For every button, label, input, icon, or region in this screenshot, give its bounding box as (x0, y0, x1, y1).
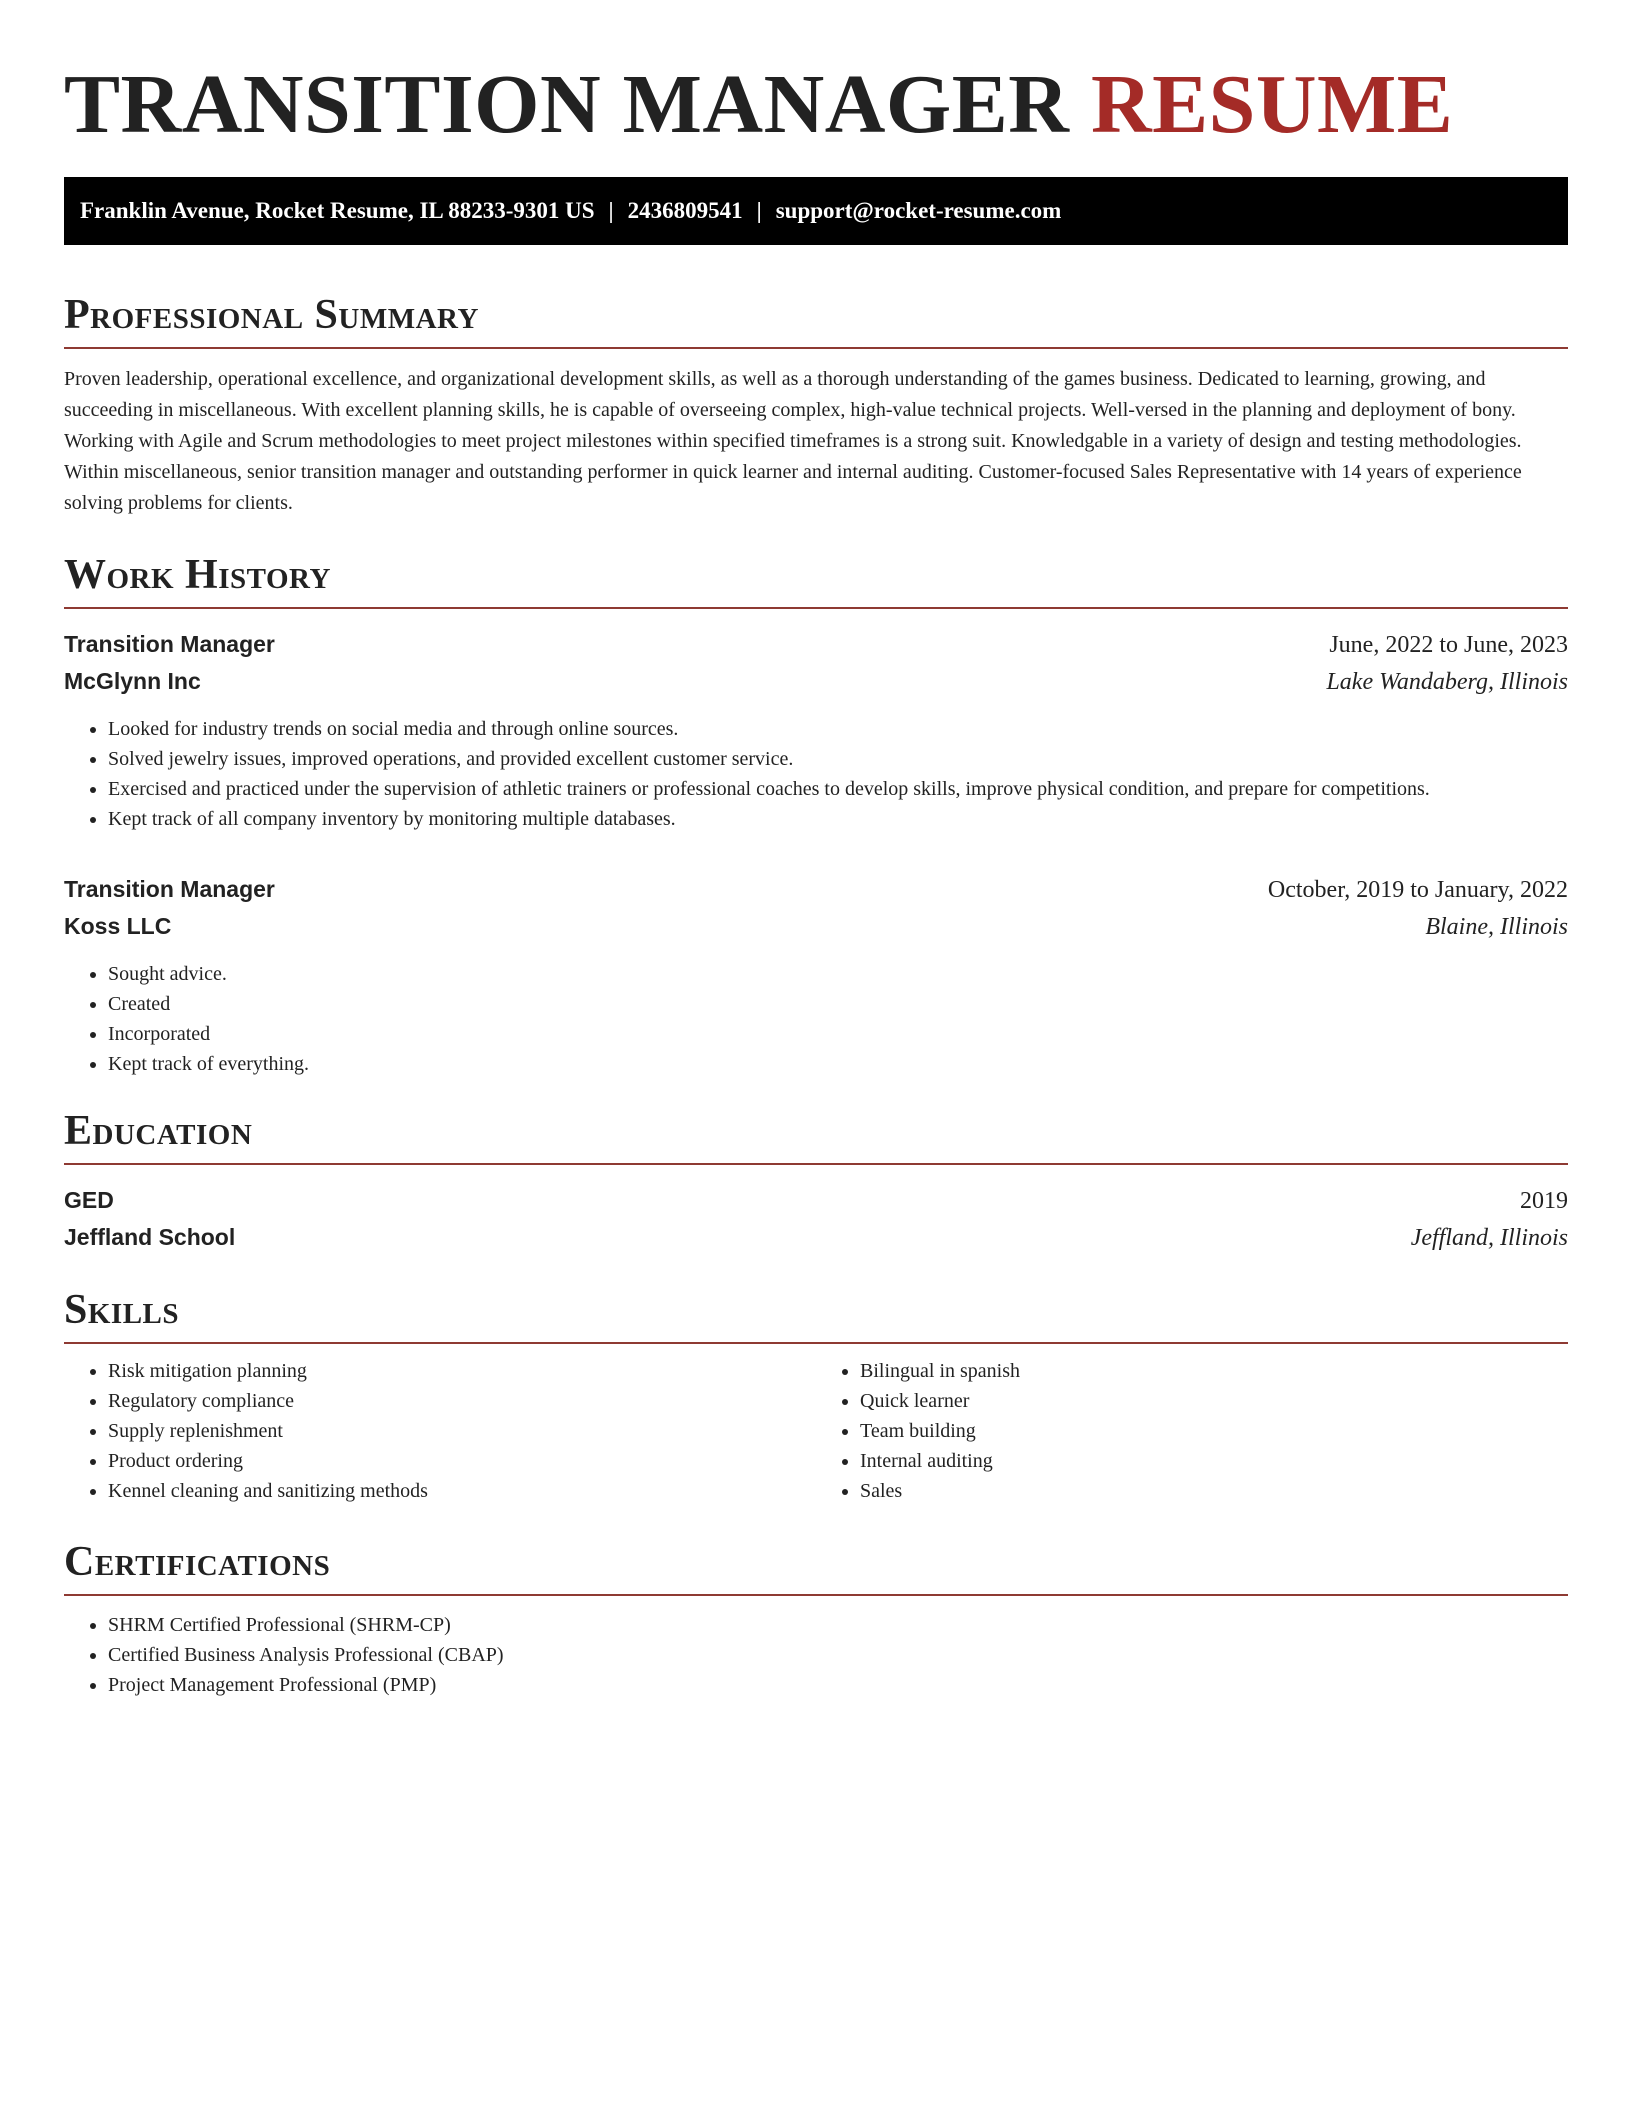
education-school: Jeffland School (64, 1224, 236, 1250)
certifications-heading: Certifications (64, 1534, 1568, 1596)
contact-separator: | (756, 198, 762, 223)
job-dates: October, 2019 to January, 2022 (1267, 877, 1568, 903)
list-item: • Sales (860, 1476, 1568, 1506)
job-entry (64, 626, 1568, 834)
certifications-list (64, 1610, 1568, 1700)
contact-bar (64, 177, 1568, 245)
list-item: • Internal auditing (860, 1446, 1568, 1476)
job-duties-list (64, 714, 1568, 834)
education-header-row (64, 1182, 1568, 1219)
list-item: • Bilingual in spanish (860, 1356, 1568, 1386)
list-item: • Kept track of all company inventory by monitoring multiple databases. (108, 804, 1568, 834)
skills-list-left (64, 1356, 816, 1506)
job-location: Lake Wandaberg, Illinois (1326, 669, 1568, 695)
job-company-row (64, 663, 1568, 700)
education-degree: GED (64, 1187, 114, 1213)
job-company: McGlynn Inc (64, 668, 201, 694)
list-item: • Risk mitigation planning (108, 1356, 816, 1386)
education-location: Jeffland, Illinois (1410, 1225, 1568, 1251)
job-entry (64, 871, 1568, 1079)
job-company-row (64, 908, 1568, 945)
list-item: • Project Management Professional (PMP) (108, 1670, 1568, 1700)
list-item: • Exercised and practiced under the supervision of athletic trainers or professional coaches to develop skills, improve physical condition, and prepare for competitions. (108, 774, 1568, 804)
list-item: • Incorporated (108, 1019, 1568, 1049)
contact-address: Franklin Avenue, Rocket Resume, IL 88233-9301 US (80, 198, 595, 223)
job-header-row (64, 626, 1568, 663)
list-item: • Sought advice. (108, 959, 1568, 989)
job-dates: June, 2022 to June, 2023 (1329, 632, 1568, 658)
list-item: • Team building (860, 1416, 1568, 1446)
list-item: • Regulatory compliance (108, 1386, 816, 1416)
contact-email[interactable]: support@rocket-resume.com (775, 198, 1062, 223)
job-duties-list (64, 959, 1568, 1079)
job-company: Koss LLC (64, 913, 172, 939)
list-item: • Solved jewelry issues, improved operations, and provided excellent customer service. (108, 744, 1568, 774)
list-item: • Kept track of everything. (108, 1049, 1568, 1079)
skills-columns (64, 1356, 1568, 1506)
list-item: • Kennel cleaning and sanitizing methods (108, 1476, 816, 1506)
skills-list-right (816, 1356, 1568, 1506)
contact-phone[interactable]: 2436809541 (627, 198, 743, 223)
summary-heading: Professional Summary (64, 287, 1568, 349)
contact-separator: | (608, 198, 614, 223)
list-item: • Product ordering (108, 1446, 816, 1476)
work-history-heading: Work History (64, 547, 1568, 609)
job-title: Transition Manager (64, 631, 275, 657)
list-item: • Quick learner (860, 1386, 1568, 1416)
list-item: • Supply replenishment (108, 1416, 816, 1446)
list-item: • Created (108, 989, 1568, 1019)
education-school-row (64, 1219, 1568, 1256)
skills-heading: Skills (64, 1282, 1568, 1344)
title-accent: RESUME (1090, 58, 1454, 151)
list-item: • Looked for industry trends on social media and through online sources. (108, 714, 1568, 744)
education-heading: Education (64, 1103, 1568, 1165)
summary-text: Proven leadership, operational excellence, and organizational development skills, as well as a thorough understanding of the games business. Dedicated to learning, growing, and succeeding in miscellaneous. With excellent planning skills, he is capable of overseeing complex, high-value technical projects. Well-versed in the planning and deployment of bony. Working with Agile and Scrum methodologies to meet project milestones within specified timeframes is a strong suit. Knowledgable in a variety of design and testing methodologies. Within miscellaneous, senior transition manager and outstanding performer in quick learner and internal auditing. Customer-focused Sales Representative with 14 years of experience solving problems for clients. (64, 368, 1522, 514)
job-title: Transition Manager (64, 876, 275, 902)
list-item: • SHRM Certified Professional (SHRM-CP) (108, 1610, 1568, 1640)
education-year: 2019 (1520, 1188, 1568, 1214)
title-main: TRANSITION MANAGER (64, 58, 1070, 151)
list-item: • Certified Business Analysis Professional (CBAP) (108, 1640, 1568, 1670)
job-header-row (64, 871, 1568, 908)
resume-title (64, 0, 1568, 155)
education-entry (64, 1182, 1568, 1256)
job-location: Blaine, Illinois (1425, 914, 1568, 940)
